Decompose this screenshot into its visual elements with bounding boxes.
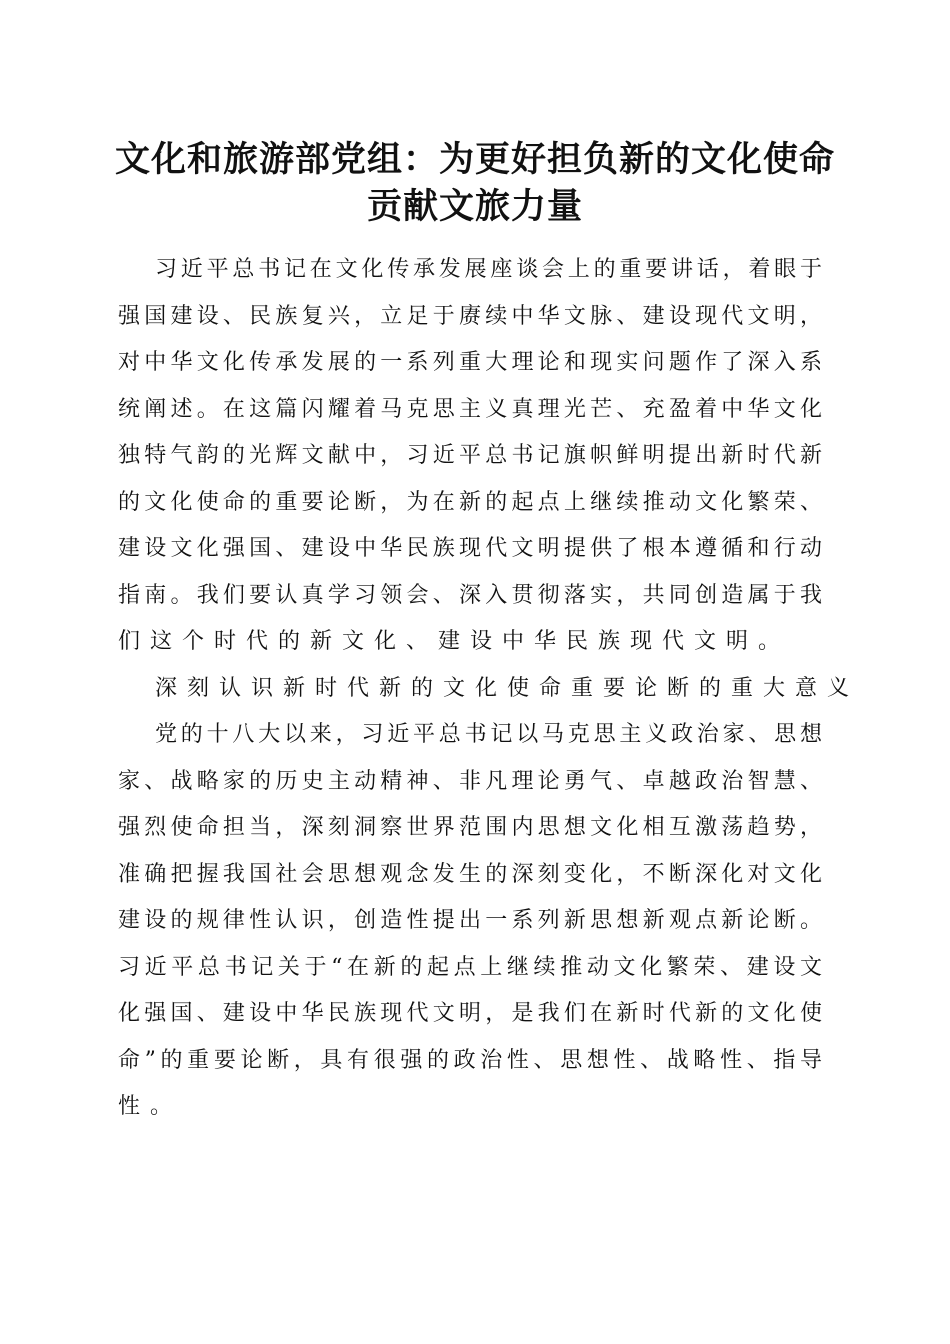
paragraph (118, 247, 822, 666)
text-line: 强国建设、民族复兴，立足于赓续中华文脉、建设现代文明， (118, 303, 822, 329)
paragraph (118, 712, 822, 1131)
text-line: 命”的重要论断，具有很强的政治性、思想性、战略性、指导 (118, 1047, 822, 1073)
text-line: 习近平总书记关于“在新的起点上继续推动文化繁荣、建设文 (118, 954, 822, 980)
text-line: 指南。我们要认真学习领会、深入贯彻落实，共同创造属于我 (118, 582, 822, 608)
document-body (118, 247, 860, 1131)
document-title-line-2: 贡献文旅力量 (366, 186, 583, 227)
text-line: 对中华文化传承发展的一系列重大理论和现实问题作了深入系 (118, 350, 822, 375)
text-line: 化强国、建设中华民族现代文明，是我们在新时代新的文化使 (118, 1001, 822, 1026)
text-line: 习近平总书记在文化传承发展座谈会上的重要讲话，着眼于 (155, 257, 822, 282)
text-line: 党的十八大以来，习近平总书记以马克思主义政治家、思想 (155, 722, 822, 747)
text-line: 建设的规律性认识，创造性提出一系列新思想新观点新论断。 (118, 908, 822, 933)
document-title-line-1: 文化和旅游部党组：为更好担负新的文化使命 (114, 139, 835, 180)
text-line: 性。 (118, 1094, 183, 1119)
text-line: 准确把握我国社会思想观念发生的深刻变化，不断深化对文化 (118, 861, 822, 887)
text-line: 的文化使命的重要论断，为在新的起点上继续推动文化繁荣、 (118, 489, 822, 515)
text-line: 深刻认识新时代新的文化使命重要论断的重大意义 (155, 675, 860, 701)
section-heading (118, 666, 860, 713)
text-line: 建设文化强国、建设中华民族现代文明提供了根本遵循和行动 (118, 536, 822, 561)
text-line: 独特气韵的光辉文献中，习近平总书记旗帜鲜明提出新时代新 (118, 443, 822, 468)
text-line: 们这个时代的新文化、建设中华民族现代文明。 (118, 629, 791, 654)
text-line: 统阐述。在这篇闪耀着马克思主义真理光芒、充盈着中华文化 (118, 396, 822, 422)
text-line: 家、战略家的历史主动精神、非凡理论勇气、卓越政治智慧、 (118, 768, 822, 794)
text-line: 强烈使命担当，深刻洞察世界范围内思想文化相互激荡趋势， (118, 815, 822, 840)
